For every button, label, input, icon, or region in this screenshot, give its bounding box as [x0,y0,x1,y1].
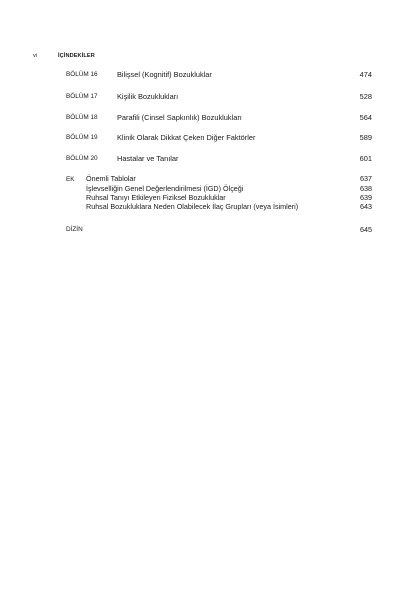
toc-entry-chapter-20[interactable] [66,154,372,163]
page-ref: 474 [359,70,372,79]
chapter-label: BÖLÜM 19 [66,134,98,141]
page-ref: 638 [360,184,372,193]
chapter-label: BÖLÜM 16 [66,71,98,78]
appendix-title: Önemli Tablolar [86,174,136,183]
appendix-entry[interactable] [66,193,372,202]
chapter-title: Klinik Olarak Dikkat Çeken Diğer Faktörler [117,133,256,142]
appendix-label: EK [66,176,75,183]
chapter-title: Hastalar ve Tanılar [117,154,179,163]
chapter-title: Parafili (Cinsel Sapkınlık) Bozuklukları [117,113,242,122]
appendix-title: Ruhsal Bozukluklara Neden Olabilecek İlaç Grupları (veya İsimleri) [86,202,299,211]
chapter-label: BÖLÜM 20 [66,155,98,162]
appendix-entry[interactable] [66,174,372,184]
toc-entry-chapter-17[interactable] [66,92,372,101]
chapter-title: Bilişsel (Kognitif) Bozukluklar [117,70,212,79]
page-title: İÇİNDEKİLER [58,53,95,59]
toc-entry-chapter-16[interactable] [66,70,372,79]
appendix-title: İşlevselliğin Genel Değerlendirilmesi (İGD) Ölçeği [86,184,244,193]
page-ref: 637 [360,174,372,183]
page-ref: 528 [359,92,372,101]
appendix-section [66,174,372,211]
page-number: vi [33,53,38,59]
page-ref: 601 [359,154,372,163]
page-ref: 589 [359,133,372,142]
toc-entry-chapter-18[interactable] [66,113,372,122]
appendix-title: Ruhsal Tanıyı Etkileyen Fiziksel Bozukluklar [86,193,226,202]
page-ref: 645 [360,225,372,234]
chapter-label: BÖLÜM 18 [66,114,98,121]
page-ref: 639 [360,193,372,202]
chapter-title: Kişilik Bozuklukları [117,92,179,101]
toc-entry-index[interactable] [66,225,372,234]
page-ref: 564 [359,113,372,122]
toc-entry-chapter-19[interactable] [66,133,372,142]
chapter-label: BÖLÜM 17 [66,93,98,100]
index-label: DİZİN [66,226,83,233]
appendix-entry[interactable] [66,184,372,193]
page-header [33,53,95,59]
page-ref: 643 [360,202,372,211]
appendix-entry[interactable] [66,202,372,211]
